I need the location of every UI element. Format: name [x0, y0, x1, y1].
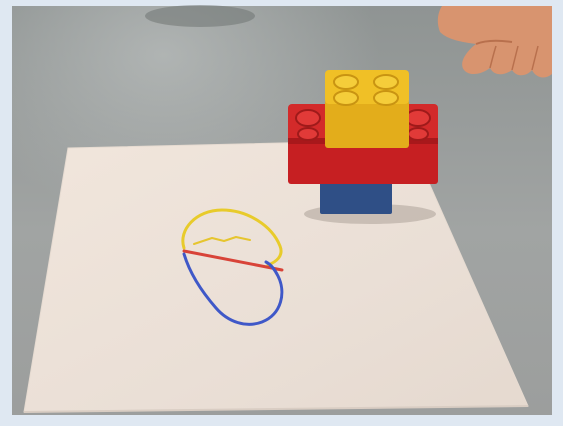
yellow-brick [325, 70, 409, 148]
